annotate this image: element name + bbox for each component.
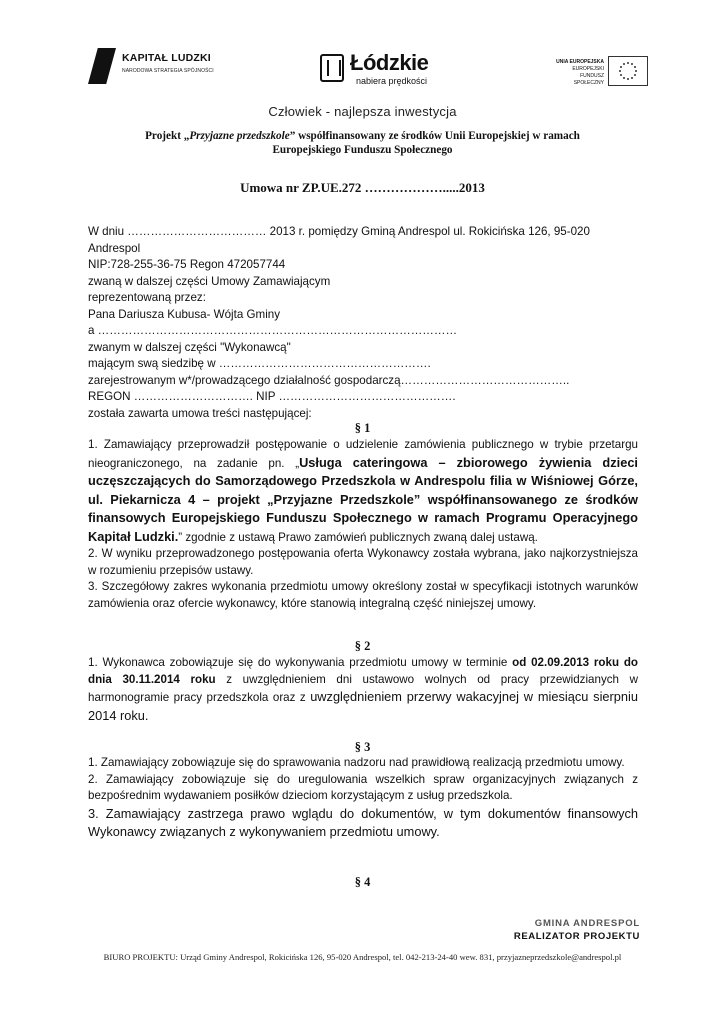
party-line: W dniu ……………………………… 2013 r. pomiędzy Gminą Andrespol ul. Rokicińska 126, 95-020 Andrespol bbox=[88, 225, 590, 255]
kapital-ludzki-logo bbox=[88, 48, 218, 88]
section-3-heading: § 3 bbox=[354, 740, 371, 754]
kapital-ludzki-emblem-icon bbox=[88, 48, 116, 84]
s1-paragraph-3: 3. Szczegółowy zakres wykonania przedmiotu umowy określony został w specyfikacji istotnych warunków zamówienia oraz ofercie wykonawcy, które stanowią integralną część niniejszej umowy. bbox=[88, 580, 638, 610]
eu-logo-text bbox=[550, 59, 604, 87]
party-line: NIP:728-255-36-75 Regon 472057744 bbox=[88, 258, 286, 271]
party-line: zarejestrowanym w*/prowadzącego działalność gospodarczą…………………………………….. bbox=[88, 373, 570, 387]
contract-title: Umowa nr ZP.UE.272 ……………….....2013 bbox=[240, 180, 485, 195]
s2-break: uwzględnieniem przerwy wakacyjnej w miesiącu sierpniu 2014 roku. bbox=[88, 689, 638, 723]
section-1-body bbox=[88, 437, 638, 612]
s3-paragraph-1: 1. Zamawiający zobowiązuje się do sprawowania nadzoru nad prawidłową realizacją przedmiotu umowy. bbox=[88, 756, 625, 769]
eu-logo bbox=[540, 56, 650, 88]
project-prefix: Projekt „ bbox=[145, 130, 190, 142]
contract-parties bbox=[88, 224, 638, 422]
s3-paragraph-2: 2. Zamawiający zobowiązuje się do uregulowania wszelkich spraw organizacyjnych związanych z bezpośrednim wydawaniem posiłków dzieciom korzystającym z usług przedszkola. bbox=[88, 772, 638, 802]
party-line: REGON …………………………. NIP ………………………………………. bbox=[88, 390, 456, 403]
project-statement bbox=[110, 129, 615, 157]
footer-address: BIURO PROJEKTU: Urząd Gminy Andrespol, Rokicińska 126, 95-020 Andrespol, tel. 042-213-24-40 wew. 831, przyjazneprzedszkole@andrespol.pl bbox=[103, 952, 622, 962]
lodzkie-slogan: nabiera prędkości bbox=[356, 76, 428, 86]
header-tagline: Człowiek - najlepsza inwestycja bbox=[268, 104, 457, 119]
eu-line1: UNIA EUROPEJSKA bbox=[556, 59, 604, 65]
section-4-heading: § 4 bbox=[354, 875, 371, 889]
party-line: została zawarta umowa treści następującej: bbox=[88, 406, 312, 420]
footer-org-role: REALIZATOR PROJEKTU bbox=[513, 931, 640, 942]
lodzkie-logo bbox=[320, 50, 450, 90]
eu-line2: EUROPEJSKI bbox=[572, 66, 604, 72]
s2-middle: z uwzględnieniem dni ustawowo wolnych od pracy przewidzianych w harmonogramie pracy przedszkola oraz z bbox=[88, 672, 638, 704]
s1-p1-intro: 1. Zamawiający przeprowadził postępowanie o udzielenie zamówienia publicznego w trybie przetargu nieograniczonego, na zadanie pn. „ bbox=[88, 438, 638, 470]
s2-intro: 1. Wykonawca zobowiązuje się do wykonywania przedmiotu umowy w terminie bbox=[88, 656, 513, 669]
s1-p1-subject: Usługa cateringowa – zbiorowego żywienia dzieci uczęszczających do Samorządowego Przedszkola w Andrespolu filia w Wiśniowej Górze, ul. Piekarnicza 4 – projekt „Przyjazne Przedszkole” współfinansowanego ze środków finansowych Europejskiego Funduszu Społecznego w ramach Programu Operacyjnego Kapitał Ludzki. bbox=[88, 454, 638, 544]
project-suffix: ” współfinansowany ze środków Unii Europejskiej w ramach bbox=[289, 130, 580, 142]
s1-paragraph-1 bbox=[88, 437, 638, 546]
lodzkie-emblem-icon bbox=[320, 54, 344, 82]
party-line: mającym swą siedzibę w ………………………………………………. bbox=[88, 357, 431, 370]
kapital-ludzki-subtitle: NARODOWA STRATEGIA SPÓJNOŚCI bbox=[122, 68, 214, 74]
kapital-ludzki-name: KAPITAŁ LUDZKI bbox=[122, 52, 211, 64]
section-2-heading: § 2 bbox=[354, 639, 371, 653]
section-3-body bbox=[88, 755, 638, 842]
party-line: zwaną w dalszej części Umowy Zamawiającym bbox=[88, 274, 331, 288]
eu-flag-icon bbox=[608, 56, 648, 86]
lodzkie-name: Łódzkie bbox=[350, 50, 429, 75]
s2-term: od 02.09.2013 roku do dnia 30.11.2014 roku bbox=[88, 656, 638, 686]
footer-organization bbox=[514, 918, 640, 942]
footer-org-name: GMINA ANDRESPOL bbox=[534, 918, 640, 929]
project-name: Przyjazne przedszkole bbox=[189, 130, 290, 142]
section-1-heading: § 1 bbox=[354, 421, 371, 435]
party-line: zwanym w dalszej części "Wykonawcą" bbox=[88, 340, 291, 354]
s2-paragraph-1 bbox=[88, 655, 638, 725]
section-2-body bbox=[88, 655, 638, 725]
party-line: Pana Dariusza Kubusa- Wójta Gminy bbox=[88, 307, 281, 321]
party-line: a ………………………………………………………………………………… bbox=[88, 324, 458, 337]
project-line2: Europejskiego Funduszu Społecznego bbox=[272, 144, 453, 156]
s1-p1-end: ” zgodnie z ustawą Prawo zamówień publicznych zwaną dalej ustawą. bbox=[178, 530, 538, 544]
eu-line3: FUNDUSZ SPOŁECZNY bbox=[573, 73, 604, 86]
s3-paragraph-3: 3. Zamawiający zastrzega prawo wglądu do dokumentów, w tym dokumentów finansowych Wykonawcy związanych z wykonywaniem przedmiotu umowy. bbox=[88, 805, 638, 839]
s1-paragraph-2: 2. W wyniku przeprowadzonego postępowania oferta Wykonawcy została wybrana, jako najkorzystniejsza w rozumieniu przepisów ustawy. bbox=[88, 547, 638, 577]
party-line: reprezentowaną przez: bbox=[88, 291, 206, 304]
